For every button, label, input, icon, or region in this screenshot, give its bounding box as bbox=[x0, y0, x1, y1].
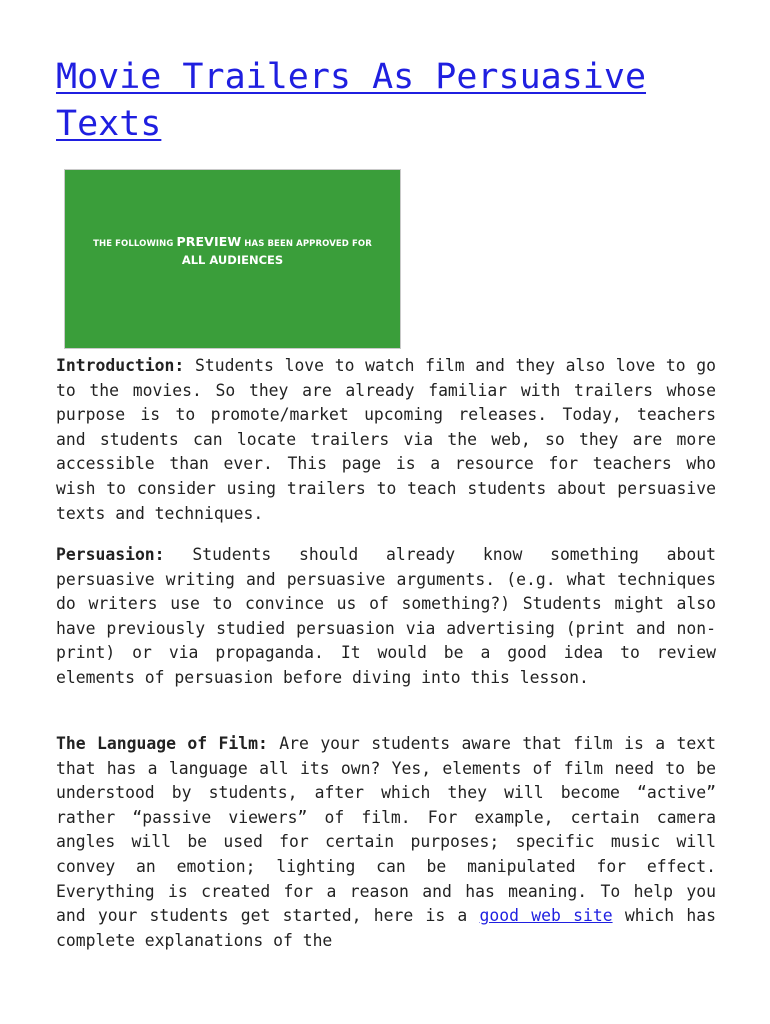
trailer-preview-image bbox=[65, 170, 400, 348]
preview-suffix: HAS BEEN APPROVED FOR bbox=[244, 239, 372, 249]
persuasion-heading: Persuasion: bbox=[56, 545, 165, 564]
language-of-film-text-after: which has complete explanations of the bbox=[56, 906, 717, 950]
introduction-text: Students love to watch film and they also love to go to the movies. So they are already familiar with trailers whose purpose is to promote/market upcoming releases. Today, teachers and students can locate trailers via the web, so they are more accessible than ever. This page is a resource for teachers who wish to consider using trailers to teach students about persuasive texts and techniques. bbox=[56, 356, 717, 523]
introduction-heading: Introduction: bbox=[56, 356, 185, 375]
language-of-film-text: Are your students aware that film is a text that has a language all its own? Yes, elements of film need to be understood by students, after which they will become “active” rather “passive viewers” of film. For example, certain camera angles will be used for certain purposes; specific music will convey an emotion; lighting can be manipulated for effect. Everything is created for a reason and has meaning. To help you and your students get started, here is a bbox=[56, 734, 716, 926]
preview-notice-line bbox=[65, 234, 400, 249]
preview-prefix: THE FOLLOWING bbox=[93, 239, 174, 249]
introduction-paragraph bbox=[56, 354, 716, 526]
persuasion-text: Students should already know something about persuasive writing and persuasive arguments. (e.g. what techniques do writers use to convince us of something?) Students might also have previously studied persuasion via advertising (print and non-print) or via propaganda. It would be a good idea to review elements of persuasion before diving into this lesson. bbox=[56, 545, 716, 687]
persuasion-paragraph bbox=[56, 543, 716, 691]
language-of-film-paragraph bbox=[56, 732, 716, 953]
preview-highlight: PREVIEW bbox=[176, 234, 242, 249]
page-title[interactable]: Movie Trailers As Persuasive Texts bbox=[56, 57, 647, 144]
good-web-site-link[interactable]: good web site bbox=[479, 906, 613, 926]
language-of-film-heading: The Language of Film: bbox=[56, 734, 268, 753]
audience-rating: ALL AUDIENCES bbox=[181, 253, 284, 267]
